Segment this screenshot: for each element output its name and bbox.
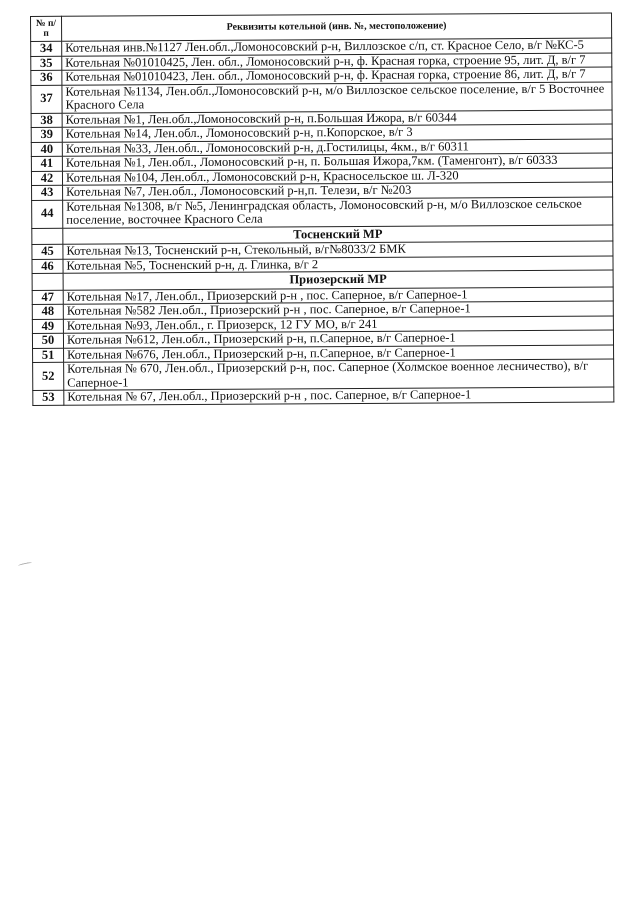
section-number-cell <box>32 273 63 290</box>
row-details: Котельная №1, Лен.обл., Ломоносовский р-н, п. Большая Ижора,7км. (Таменгонт), в/г 60333 <box>62 153 612 171</box>
row-details: Котельная №676, Лен.обл., Приозерский р-н, п.Саперное, в/г Саперное-1 <box>64 344 614 362</box>
row-details: Котельная №01010423, Лен. обл., Ломоносовский р-н, ф. Красная горка, строение 86, лит. Д, в/г 7 <box>62 67 612 85</box>
row-number: 45 <box>32 244 63 259</box>
row-number: 44 <box>32 200 63 228</box>
row-number: 52 <box>33 362 64 390</box>
section-number-cell <box>32 228 63 245</box>
row-details: Котельная №93, Лен.обл., г. Приозерск, 12 ГУ МО, в/г 241 <box>63 315 613 333</box>
row-number: 40 <box>31 142 62 157</box>
row-number: 51 <box>33 348 64 363</box>
row-number: 35 <box>31 56 62 71</box>
row-details: Котельная №01010425, Лен. обл., Ломоносовский р-н, ф. Красная горка, строение 95, лит. Д, в/г 7 <box>62 52 612 70</box>
row-number: 38 <box>31 113 62 128</box>
row-number: 48 <box>32 304 63 319</box>
row-number: 47 <box>32 290 63 305</box>
header-number-column: № п/п <box>31 16 62 41</box>
header-details-column: Реквизиты котельной (инв. №, местоположение) <box>62 13 612 41</box>
row-details: Котельная №7, Лен.обл., Ломоносовский р-н,п. Телези, в/г №203 <box>63 182 613 200</box>
row-details: Котельная №582 Лен.обл., Приозерский р-н , пос. Саперное, в/г Саперное-1 <box>63 301 613 319</box>
row-number: 36 <box>31 70 62 85</box>
row-number: 49 <box>32 319 63 334</box>
table-body <box>31 38 614 405</box>
row-number: 37 <box>31 85 62 113</box>
row-number: 34 <box>31 41 62 56</box>
table-row <box>33 387 614 405</box>
row-details: Котельная №13, Тосненский р-н, Стекольный, в/г№8033/2 БМК <box>63 241 613 259</box>
scan-mark <box>18 562 32 568</box>
row-number: 46 <box>32 259 63 274</box>
table-row <box>32 196 613 228</box>
row-number: 39 <box>31 127 62 142</box>
row-details: Котельная №1, Лен.обл.,Ломоносовский р-н, п.Большая Ижора, в/г 60344 <box>62 109 612 127</box>
row-number: 41 <box>31 156 62 171</box>
row-details: Котельная № 670, Лен.обл., Приозерский р-н, пос. Саперное (Холмское военное лесничество), в/г Саперное-1 <box>64 359 614 390</box>
table-row <box>33 359 614 391</box>
row-details: Котельная №5, Тосненский р-н, д. Глинка, в/г 2 <box>63 255 613 273</box>
row-number: 50 <box>32 333 63 348</box>
row-details: Котельная №612, Лен.обл., Приозерский р-н, п.Саперное, в/г Саперное-1 <box>63 330 613 348</box>
row-details: Котельная №1308, в/г №5, Ленинградская область, Ломоносовский р-н, м/о Виллозское сельское поселение, восточнее Красного Села <box>63 196 613 227</box>
row-number: 53 <box>33 390 64 405</box>
section-title: Тосненский МР <box>63 224 613 244</box>
row-details: Котельная № 67, Лен.обл., Приозерский р-н , пос. Саперное, в/г Саперное-1 <box>64 387 614 405</box>
boiler-house-table <box>30 12 614 405</box>
row-details: Котельная №14, Лен.обл., Ломоносовский р-н, п.Копорское, в/г 3 <box>62 124 612 142</box>
row-details: Котельная №17, Лен.обл., Приозерский р-н , пос. Саперное, в/г Саперное-1 <box>63 286 613 304</box>
row-number: 43 <box>32 185 63 200</box>
row-details: Котельная №1134, Лен.обл.,Ломоносовский р-н, м/о Виллозское сельское поселение, в/г 5 Восточнее Красного Села <box>62 81 612 112</box>
row-details: Котельная №33, Лен.обл., Ломоносовский р-н, д.Гостилицы, 4км., в/г 60311 <box>62 138 612 156</box>
table-row <box>31 81 612 113</box>
section-title: Приозерский МР <box>63 270 613 290</box>
row-details: Котельная №104, Лен.обл., Ломоносовский р-н, Красносельское ш. Л-320 <box>62 167 612 185</box>
row-details: Котельная инв.№1127 Лен.обл.,Ломоносовский р-н, Виллозское с/п, ст. Красное Село, в/г №КС-5 <box>62 38 612 56</box>
row-number: 42 <box>31 171 62 186</box>
